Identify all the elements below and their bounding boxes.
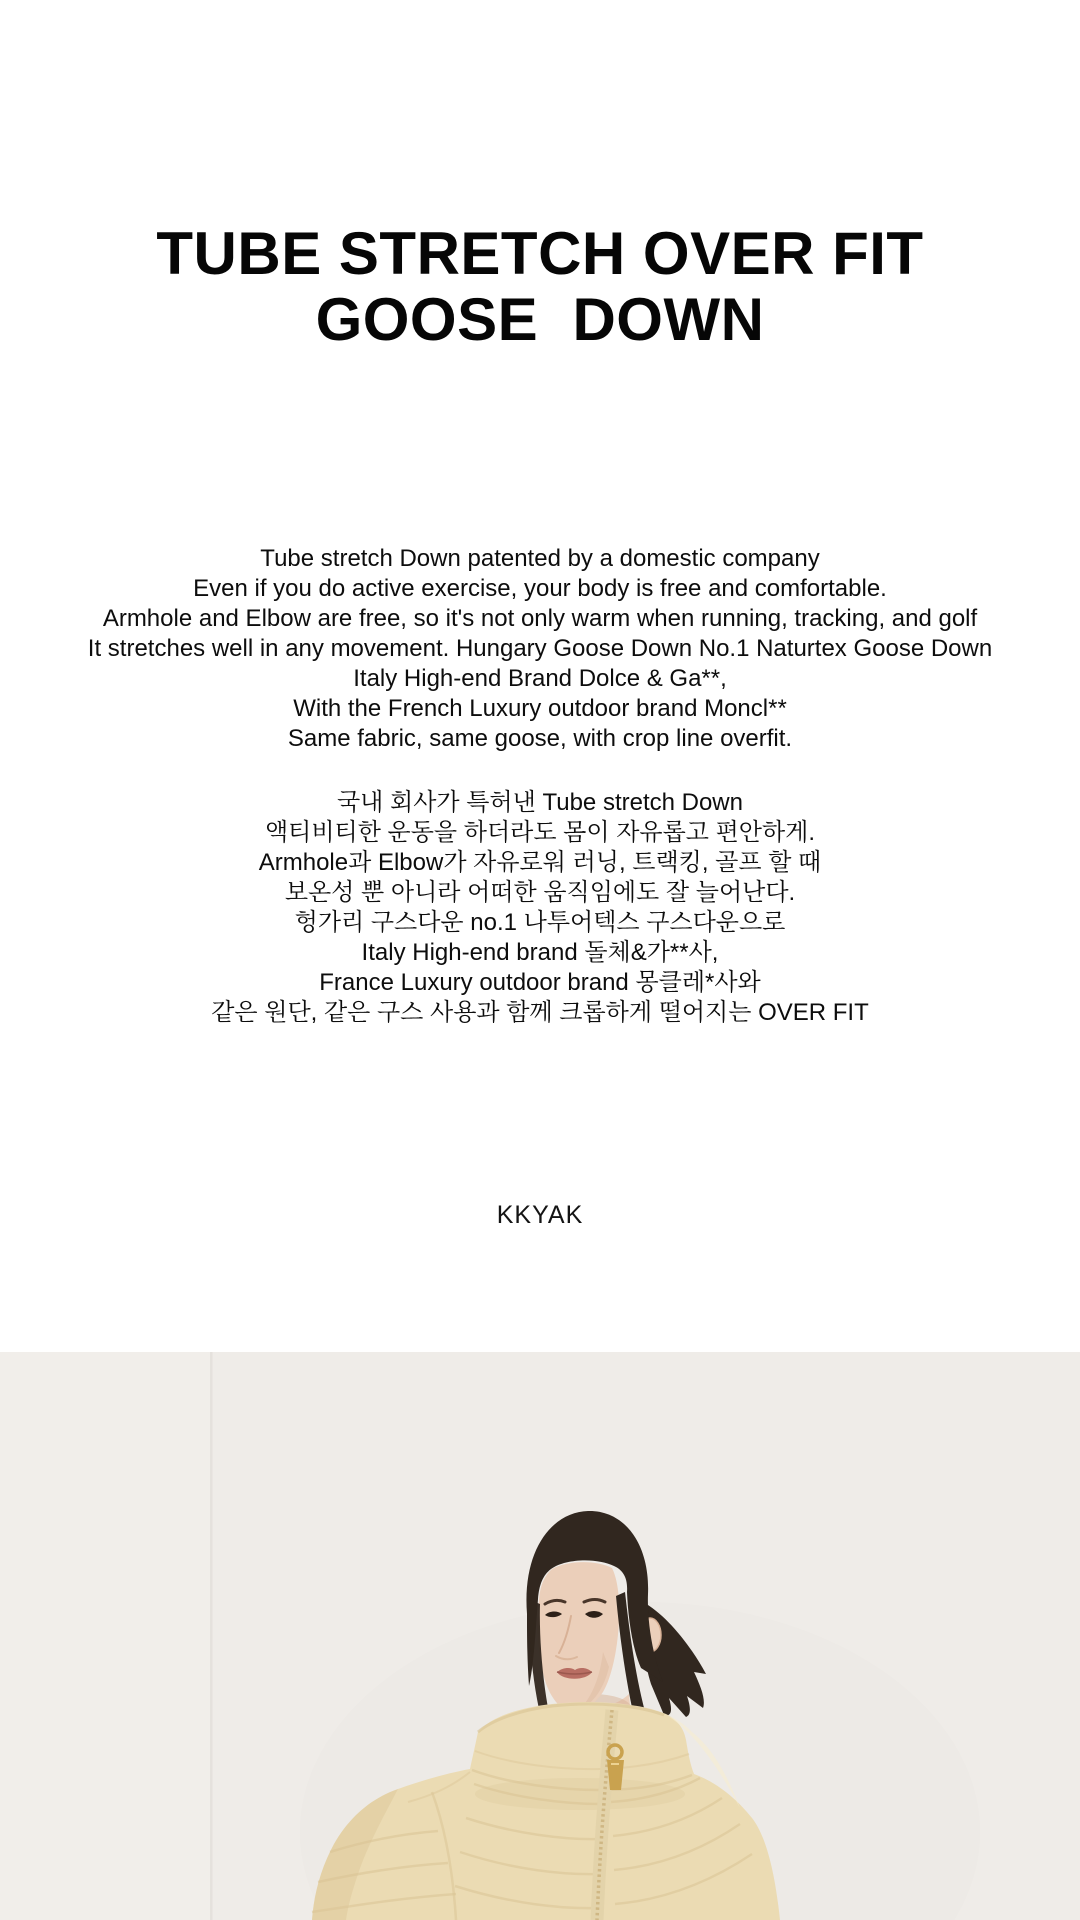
product-title-line2: GOOSE DOWN (315, 286, 765, 353)
wall-seam (210, 1352, 213, 1920)
description-line: 헝가리 구스다운 no.1 나투어텍스 구스다운으로 (294, 909, 786, 936)
description-line: Tube stretch Down patented by a domestic company (260, 545, 820, 572)
description-line: With the French Luxury outdoor brand Moncl** (293, 695, 787, 722)
description-line: It stretches well in any movement. Hungary Goose Down No.1 Naturtex Goose Down (87, 635, 993, 662)
brand-name: KKYAK (496, 1201, 584, 1229)
description-korean (0, 788, 1080, 1028)
model-photo-illustration (0, 1352, 1080, 1920)
description-line: Armhole과 Elbow가 자유로워 러닝, 트랙킹, 골프 할 때 (258, 849, 822, 876)
description-line: Italy High-end Brand Dolce & Ga**, (353, 665, 727, 692)
description-line: Even if you do active exercise, your body is free and comfortable. (193, 575, 887, 602)
product-photo (0, 1352, 1080, 1920)
description-line: Armhole and Elbow are free, so it's not only warm when running, tracking, and golf (102, 605, 978, 632)
description-english (0, 544, 1080, 754)
photo-wall-left-panel (0, 1352, 211, 1920)
description-line: 액티비티한 운동을 하더라도 몸이 자유롭고 편안하게. (264, 819, 816, 846)
description-line: France Luxury outdoor brand 몽클레*사와 (319, 969, 761, 996)
description-line: 같은 원단, 같은 구스 사용과 함께 크롭하게 떨어지는 OVER FIT (211, 999, 869, 1026)
description-line: Same fabric, same goose, with crop line overfit. (287, 725, 793, 752)
description-line: 국내 회사가 특허낸 Tube stretch Down (336, 789, 743, 816)
product-title (0, 221, 1080, 353)
description-line: 보온성 뿐 아니라 어떠한 움직임에도 잘 늘어난다. (284, 879, 796, 906)
description-line: Italy High-end brand 돌체&가**사, (361, 939, 719, 966)
product-title-line1: TUBE STRETCH OVER FIT (156, 220, 924, 287)
